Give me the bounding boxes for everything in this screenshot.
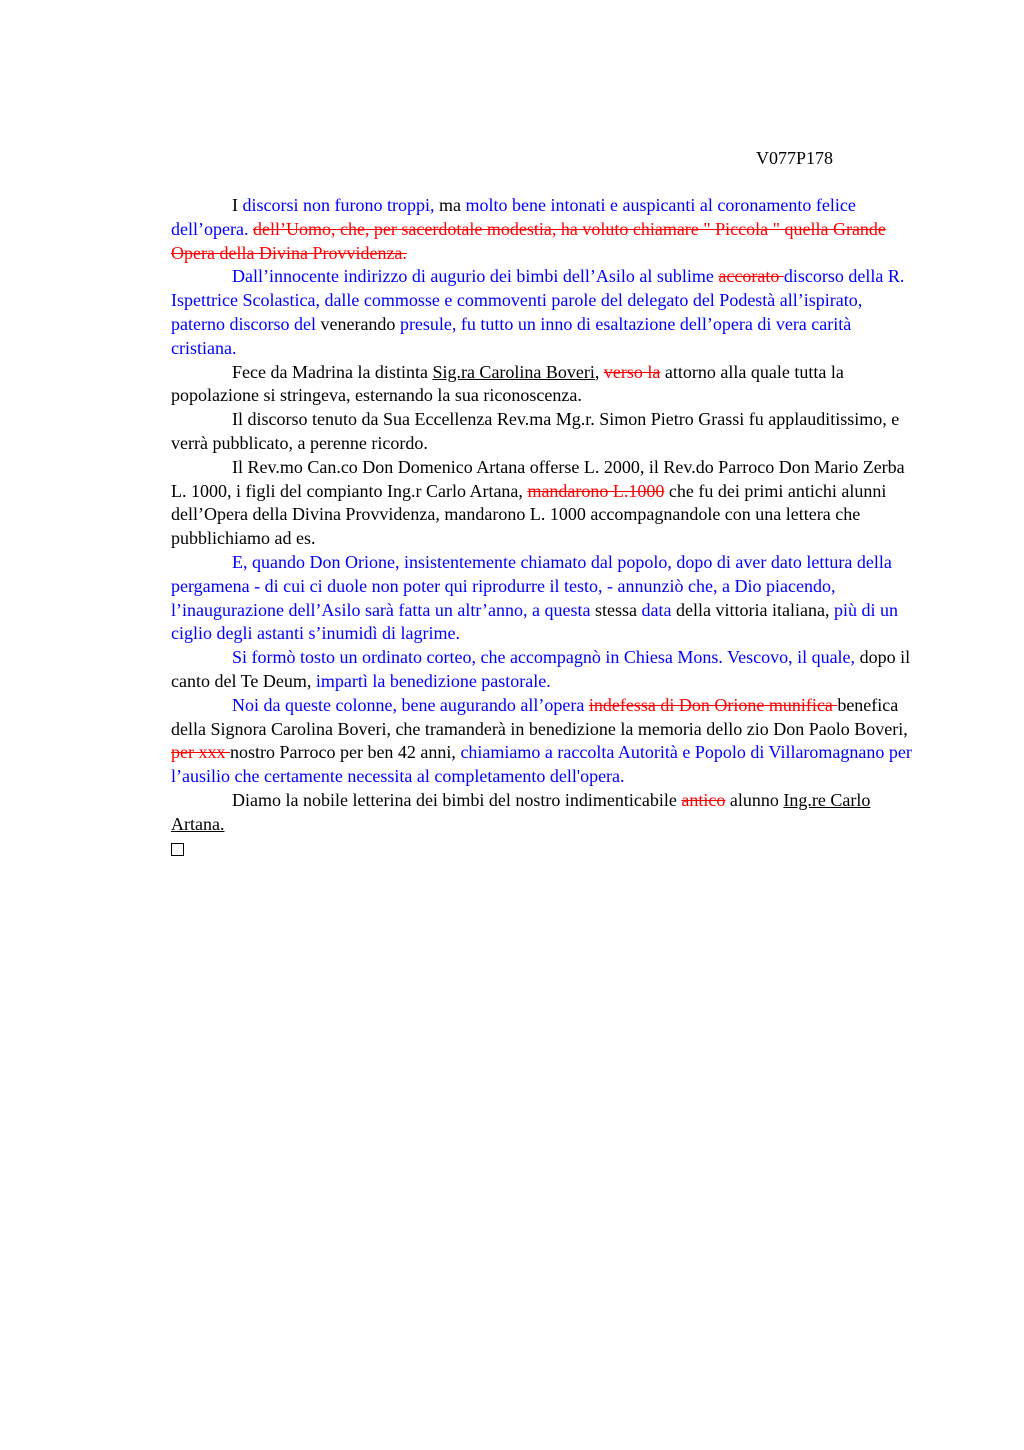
paragraph — [171, 789, 919, 837]
page-identifier: V077P178 — [756, 148, 834, 168]
paragraph — [171, 361, 919, 409]
underlined-text: Ing.re Carlo Artana. — [171, 789, 871, 834]
inserted-text: data — [641, 599, 672, 620]
inserted-text: discorsi non furono troppi, — [242, 195, 435, 215]
inserted-text: impartì la benedizione pastorale. — [315, 670, 551, 691]
paragraph — [171, 694, 919, 789]
deleted-text: antico — [681, 789, 726, 810]
inserted-text: Dall’innocente indirizzo di augurio dei bimbi dell’Asilo al sublime — [232, 266, 719, 287]
body-text: Diamo la nobile letterina dei bimbi del nostro indimenticabile — [232, 789, 682, 810]
document-body — [171, 194, 919, 856]
body-text: della vittoria italiana, — [671, 599, 834, 620]
inserted-text: Noi da queste colonne, bene augurando all’opera — [232, 694, 589, 715]
body-text: Il Rev.mo Can.co Don Domenico Artana offerse L. 2000, il Rev.do Parroco Don Mario Zerba L. 1000, i figli del compianto Ing.r Carlo Artana, — [171, 456, 905, 501]
body-text: Fece da Madrina la distinta — [232, 361, 433, 382]
end-of-text-box-icon — [171, 843, 184, 856]
inserted-text: presule, fu tutto un inno di esaltazione dell’opera di vera carità cristiana. — [171, 313, 852, 358]
body-text: Il discorso tenuto da Sua Eccellenza Rev.ma Mg.r. Simon Pietro Grassi fu applauditissimo, e verrà pubblicato, a perenne ricordo. — [171, 409, 900, 453]
paragraph — [171, 456, 919, 551]
inserted-text: chiamiamo a raccolta Autorità e Popolo di Villaromagnano per l’ausilio che certamente necessita al completamento dell'opera. — [171, 742, 912, 787]
paragraph — [171, 646, 919, 694]
inserted-text: molto bene intonati e auspicanti al coronamento felice dell’opera. — [171, 195, 856, 239]
body-text: che fu dei primi antichi alunni dell’Opera della Divina Provvidenza, mandarono L. 1000 accompagnandole con una lettera che pubblichiamo ad es. — [171, 480, 887, 549]
paragraph — [171, 265, 919, 360]
body-text: dopo il canto del Te Deum, — [171, 647, 911, 691]
body-text: stessa — [590, 599, 642, 620]
underlined-text: Sig.ra Carolina Boveri — [432, 361, 595, 382]
body-text: , — [594, 361, 604, 382]
inserted-text: più di un ciglio degli astanti s’inumidì di lagrime. — [171, 599, 898, 644]
inserted-text: Si formò tosto un ordinato corteo, che accompagnò in Chiesa Mons. Vescovo, il quale, — [232, 647, 856, 668]
paragraph — [171, 408, 919, 456]
body-text: venerando — [315, 313, 400, 334]
deleted-text: per xxx — [171, 742, 230, 763]
inserted-text: E, quando Don Orione, insistentemente chiamato dal popolo, dopo di aver dato lettura della pergamena - di cui ci duole non poter qui riprodurre il testo, - annunziò che, a Dio piacendo, l’inaugurazione dell’Asilo sarà fatta un altr’anno, a questa — [171, 551, 892, 620]
deleted-text: indefessa di Don Orione munifica — [588, 694, 838, 715]
deleted-text: mandarono L.1000 — [527, 480, 665, 501]
body-text: ma — [434, 195, 466, 215]
deleted-text: dell’Uomo, che, per sacerdotale modestia, ha voluto chiamare " Piccola " quella Grande Opera della Divina Provvidenza. — [171, 218, 886, 263]
body-text: benefica della Signora Carolina Boveri, che tramanderà in benedizione la memoria dello zio Don Paolo Boveri, — [171, 694, 908, 739]
deleted-text: accorato — [718, 266, 784, 287]
paragraph — [171, 551, 919, 646]
body-text: attorno alla quale tutta la popolazione si stringeva, esternando la sua riconoscenza. — [171, 361, 844, 406]
paragraph — [171, 194, 919, 265]
body-text: alunno — [725, 789, 784, 810]
body-text: I — [232, 195, 243, 215]
inserted-text: discorso della R. Ispettrice Scolastica, dalle commosse e commoventi parole del delegato del Podestà all’ispirato, paterno discorso del — [171, 266, 905, 334]
deleted-text: verso la — [603, 361, 661, 382]
body-text: nostro Parroco per ben 42 anni, — [229, 742, 461, 763]
